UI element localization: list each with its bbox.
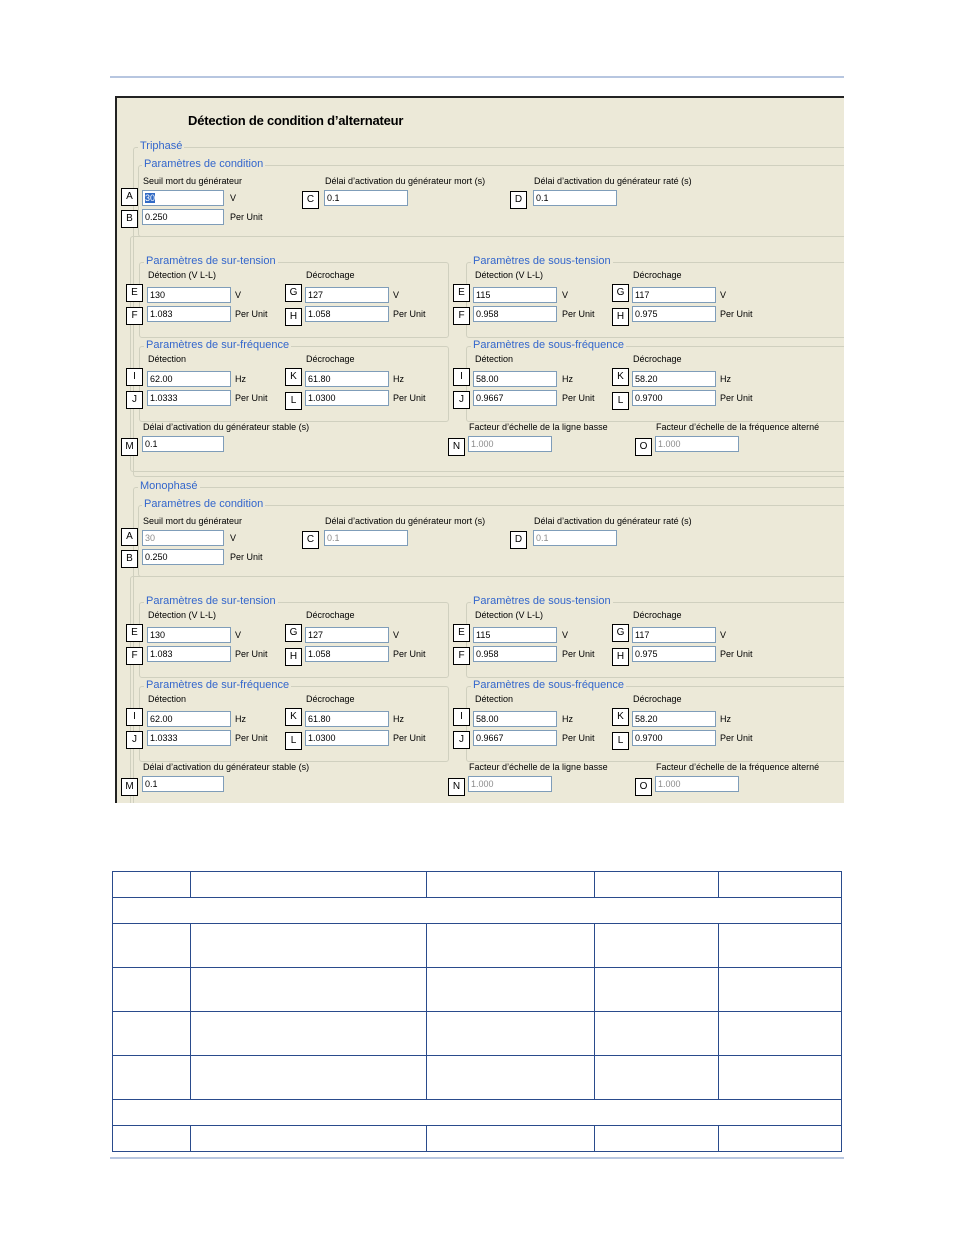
callout-h: H bbox=[285, 648, 302, 666]
ov-pickup-v-input[interactable]: 130 bbox=[147, 627, 231, 643]
uf-pickup-pu-unit: Per Unit bbox=[562, 393, 595, 403]
of-pickup-hz-input[interactable]: 62.00 bbox=[147, 371, 231, 387]
table-cell bbox=[719, 872, 842, 898]
dead-pu-unit: Per Unit bbox=[230, 552, 263, 562]
uv-dropout-v-input[interactable]: 117 bbox=[632, 627, 716, 643]
dead-v-input[interactable]: 30 bbox=[142, 530, 224, 546]
stable-delay-label: Délai d’activation du générateur stable (s) bbox=[143, 762, 310, 772]
callout-e: E bbox=[453, 624, 470, 642]
uf-dropout-pu-unit: Per Unit bbox=[720, 393, 753, 403]
dead-delay-label: Délai d’activation du générateur mort (s) bbox=[325, 176, 486, 186]
underfrequency-pickup-label: Détection bbox=[475, 354, 514, 364]
callout-g: G bbox=[612, 624, 629, 642]
uf-pickup-hz-unit: Hz bbox=[562, 714, 573, 724]
condition-title: Paramètres de condition bbox=[144, 158, 264, 170]
uv-pickup-v-input[interactable]: 115 bbox=[473, 287, 557, 303]
table-section-row bbox=[113, 1100, 842, 1126]
overfrequency-title: Paramètres de sur-fréquence bbox=[146, 339, 290, 351]
ov-pickup-pu-unit: Per Unit bbox=[235, 309, 268, 319]
uv-pickup-pu-unit: Per Unit bbox=[562, 649, 595, 659]
ov-dropout-pu-unit: Per Unit bbox=[393, 649, 426, 659]
undervoltage-dropout-label: Décrochage bbox=[633, 610, 682, 620]
of-pickup-pu-unit: Per Unit bbox=[235, 733, 268, 743]
callout-i: I bbox=[126, 708, 143, 726]
callout-c: C bbox=[302, 531, 319, 549]
table-cell bbox=[427, 1012, 595, 1056]
uv-pickup-v-unit: V bbox=[562, 290, 569, 300]
table-cell bbox=[191, 872, 427, 898]
callout-i: I bbox=[126, 368, 143, 386]
ov-pickup-pu-unit: Per Unit bbox=[235, 649, 268, 659]
callout-i: I bbox=[453, 708, 470, 726]
of-dropout-hz-input[interactable]: 61.80 bbox=[305, 711, 389, 727]
callout-f: F bbox=[453, 647, 470, 665]
underfrequency-title: Paramètres de sous-fréquence bbox=[473, 339, 625, 351]
dead-delay-label: Délai d’activation du générateur mort (s) bbox=[325, 516, 486, 526]
uv-dropout-v-unit: V bbox=[720, 630, 727, 640]
low-line-input[interactable]: 1.000 bbox=[468, 436, 552, 452]
overfrequency-dropout-label: Décrochage bbox=[306, 694, 355, 704]
overvoltage-pickup-label: Détection (V L-L) bbox=[148, 610, 217, 620]
table-cell bbox=[427, 872, 595, 898]
undervoltage-dropout-label: Décrochage bbox=[633, 270, 682, 280]
uv-dropout-pu-unit: Per Unit bbox=[720, 649, 753, 659]
uf-dropout-hz-input[interactable]: 58.20 bbox=[632, 371, 716, 387]
ov-dropout-v-unit: V bbox=[393, 290, 400, 300]
ov-dropout-pu-input[interactable]: 1.058 bbox=[305, 306, 389, 322]
table-cell bbox=[427, 1056, 595, 1100]
of-pickup-pu-unit: Per Unit bbox=[235, 393, 268, 403]
table-cell bbox=[191, 924, 427, 968]
callout-i: I bbox=[453, 368, 470, 386]
overvoltage-pickup-label: Détection (V L-L) bbox=[148, 270, 217, 280]
uv-dropout-pu-input[interactable]: 0.975 bbox=[632, 646, 716, 662]
uf-dropout-pu-input[interactable]: 0.9700 bbox=[632, 730, 716, 746]
overvoltage-title: Paramètres de sur-tension bbox=[146, 255, 276, 267]
callout-f: F bbox=[126, 307, 143, 325]
overvoltage-dropout-label: Décrochage bbox=[306, 270, 355, 280]
callout-h: H bbox=[285, 308, 302, 326]
ov-pickup-v-unit: V bbox=[235, 630, 242, 640]
of-dropout-pu-unit: Per Unit bbox=[393, 393, 426, 403]
condition-frame bbox=[138, 165, 844, 237]
callout-h: H bbox=[612, 648, 629, 666]
uv-pickup-v-unit: V bbox=[562, 630, 569, 640]
uv-pickup-pu-unit: Per Unit bbox=[562, 309, 595, 319]
of-pickup-hz-input[interactable]: 62.00 bbox=[147, 711, 231, 727]
uf-pickup-hz-input[interactable]: 58.00 bbox=[473, 711, 557, 727]
callout-n: N bbox=[448, 438, 465, 456]
table-cell bbox=[113, 924, 191, 968]
table-cell bbox=[719, 1126, 842, 1152]
undervoltage-title: Paramètres de sous-tension bbox=[473, 255, 611, 267]
table-cell bbox=[595, 924, 719, 968]
underfrequency-title: Paramètres de sous-fréquence bbox=[473, 679, 625, 691]
uf-dropout-pu-unit: Per Unit bbox=[720, 733, 753, 743]
of-dropout-hz-input[interactable]: 61.80 bbox=[305, 371, 389, 387]
table-cell bbox=[427, 968, 595, 1012]
ov-pickup-pu-input[interactable]: 1.083 bbox=[147, 646, 231, 662]
callout-l: L bbox=[285, 392, 302, 410]
alt-freq-input[interactable]: 1.000 bbox=[655, 436, 739, 452]
undervoltage-pickup-label: Détection (V L-L) bbox=[475, 610, 544, 620]
uv-dropout-pu-unit: Per Unit bbox=[720, 309, 753, 319]
callout-b: B bbox=[121, 210, 138, 228]
of-pickup-hz-unit: Hz bbox=[235, 374, 246, 384]
table-cell bbox=[595, 1126, 719, 1152]
ov-pickup-pu-input[interactable]: 1.083 bbox=[147, 306, 231, 322]
alt-freq-input[interactable]: 1.000 bbox=[655, 776, 739, 792]
alt-freq-label: Facteur d’échelle de la fréquence alterné bbox=[656, 422, 820, 432]
uf-dropout-pu-input[interactable]: 0.9700 bbox=[632, 390, 716, 406]
generator-condition-panel bbox=[115, 96, 844, 803]
uv-dropout-pu-input[interactable]: 0.975 bbox=[632, 306, 716, 322]
stable-delay-label: Délai d’activation du générateur stable (s) bbox=[143, 422, 310, 432]
callout-k: K bbox=[612, 368, 629, 386]
failed-delay-input[interactable]: 0.1 bbox=[533, 190, 617, 206]
underfrequency-dropout-label: Décrochage bbox=[633, 354, 682, 364]
table-cell bbox=[113, 1012, 191, 1056]
of-dropout-hz-unit: Hz bbox=[393, 374, 404, 384]
ov-dropout-v-unit: V bbox=[393, 630, 400, 640]
ov-dropout-v-input[interactable]: 127 bbox=[305, 627, 389, 643]
section-title: Monophasé bbox=[140, 480, 198, 492]
ov-dropout-pu-input[interactable]: 1.058 bbox=[305, 646, 389, 662]
table-cell bbox=[595, 1056, 719, 1100]
table-cell bbox=[719, 968, 842, 1012]
overfrequency-pickup-label: Détection bbox=[148, 354, 187, 364]
ov-pickup-v-input[interactable]: 130 bbox=[147, 287, 231, 303]
failed-delay-label: Délai d’activation du générateur raté (s) bbox=[534, 516, 692, 526]
ov-dropout-pu-unit: Per Unit bbox=[393, 309, 426, 319]
table-cell bbox=[113, 1056, 191, 1100]
header-rule bbox=[110, 76, 844, 78]
overvoltage-dropout-label: Décrochage bbox=[306, 610, 355, 620]
of-dropout-hz-unit: Hz bbox=[393, 714, 404, 724]
low-line-label: Facteur d’échelle de la ligne basse bbox=[469, 762, 608, 772]
callout-a: A bbox=[121, 188, 138, 206]
callout-j: J bbox=[126, 731, 143, 749]
underfrequency-dropout-label: Décrochage bbox=[633, 694, 682, 704]
uv-dropout-v-input[interactable]: 117 bbox=[632, 287, 716, 303]
table-section-row bbox=[113, 898, 842, 924]
callout-l: L bbox=[612, 392, 629, 410]
uv-pickup-v-input[interactable]: 115 bbox=[473, 627, 557, 643]
callout-m: M bbox=[121, 438, 138, 456]
dead-pu-input[interactable]: 0.250 bbox=[142, 209, 224, 225]
callout-l: L bbox=[285, 732, 302, 750]
overfrequency-title: Paramètres de sur-fréquence bbox=[146, 679, 290, 691]
reference-table bbox=[112, 871, 842, 1152]
callout-g: G bbox=[285, 624, 302, 642]
of-dropout-pu-input[interactable]: 1.0300 bbox=[305, 390, 389, 406]
of-pickup-pu-input[interactable]: 1.0333 bbox=[147, 730, 231, 746]
callout-b: B bbox=[121, 550, 138, 568]
uf-pickup-pu-input[interactable]: 0.9667 bbox=[473, 390, 557, 406]
callout-o: O bbox=[635, 438, 652, 456]
table-cell bbox=[191, 1126, 427, 1152]
low-line-label: Facteur d’échelle de la ligne basse bbox=[469, 422, 608, 432]
table-cell bbox=[595, 968, 719, 1012]
table-cell bbox=[113, 1126, 191, 1152]
dead-delay-input[interactable]: 0.1 bbox=[324, 530, 408, 546]
table-cell bbox=[113, 968, 191, 1012]
panel-title: Détection de condition d’alternateur bbox=[188, 113, 404, 128]
uf-pickup-hz-unit: Hz bbox=[562, 374, 573, 384]
table-cell bbox=[595, 872, 719, 898]
dead-v-unit: V bbox=[230, 193, 237, 203]
callout-g: G bbox=[612, 284, 629, 302]
table-cell bbox=[113, 872, 191, 898]
callout-l: L bbox=[612, 732, 629, 750]
callout-h: H bbox=[612, 308, 629, 326]
callout-f: F bbox=[453, 307, 470, 325]
callout-d: D bbox=[510, 531, 527, 549]
callout-f: F bbox=[126, 647, 143, 665]
table-cell bbox=[191, 1056, 427, 1100]
table-cell bbox=[719, 1056, 842, 1100]
table-cell bbox=[427, 924, 595, 968]
table-cell bbox=[595, 1012, 719, 1056]
dead-delay-input[interactable]: 0.1 bbox=[324, 190, 408, 206]
low-line-input[interactable]: 1.000 bbox=[468, 776, 552, 792]
dead-label: Seuil mort du générateur bbox=[143, 176, 243, 186]
callout-a: A bbox=[121, 528, 138, 546]
selected-text: 30 bbox=[145, 193, 156, 203]
callout-o: O bbox=[635, 778, 652, 796]
callout-e: E bbox=[126, 284, 143, 302]
dead-label: Seuil mort du générateur bbox=[143, 516, 243, 526]
of-dropout-pu-input[interactable]: 1.0300 bbox=[305, 730, 389, 746]
condition-title: Paramètres de condition bbox=[144, 498, 264, 510]
table-cell bbox=[191, 968, 427, 1012]
callout-n: N bbox=[448, 778, 465, 796]
stable-delay-input[interactable]: 0.1 bbox=[142, 776, 224, 792]
callout-m: M bbox=[121, 778, 138, 796]
callout-k: K bbox=[285, 368, 302, 386]
of-pickup-pu-input[interactable]: 1.0333 bbox=[147, 390, 231, 406]
dead-pu-input[interactable]: 0.250 bbox=[142, 549, 224, 565]
uf-pickup-hz-input[interactable]: 58.00 bbox=[473, 371, 557, 387]
dead-pu-unit: Per Unit bbox=[230, 212, 263, 222]
undervoltage-title: Paramètres de sous-tension bbox=[473, 595, 611, 607]
overvoltage-title: Paramètres de sur-tension bbox=[146, 595, 276, 607]
alt-freq-label: Facteur d’échelle de la fréquence alterné bbox=[656, 762, 820, 772]
failed-delay-input[interactable]: 0.1 bbox=[533, 530, 617, 546]
table-cell bbox=[719, 1012, 842, 1056]
uf-dropout-hz-unit: Hz bbox=[720, 714, 731, 724]
table-cell bbox=[191, 1012, 427, 1056]
uf-dropout-hz-unit: Hz bbox=[720, 374, 731, 384]
uv-pickup-pu-input[interactable]: 0.958 bbox=[473, 306, 557, 322]
uv-dropout-v-unit: V bbox=[720, 290, 727, 300]
section-title: Triphasé bbox=[140, 140, 183, 152]
callout-e: E bbox=[126, 624, 143, 642]
ov-dropout-v-input[interactable]: 127 bbox=[305, 287, 389, 303]
uv-pickup-pu-input[interactable]: 0.958 bbox=[473, 646, 557, 662]
uf-pickup-pu-unit: Per Unit bbox=[562, 733, 595, 743]
uf-dropout-hz-input[interactable]: 58.20 bbox=[632, 711, 716, 727]
callout-j: J bbox=[126, 391, 143, 409]
stable-delay-input[interactable]: 0.1 bbox=[142, 436, 224, 452]
overfrequency-dropout-label: Décrochage bbox=[306, 354, 355, 364]
footer-rule bbox=[110, 1157, 844, 1159]
uf-pickup-pu-input[interactable]: 0.9667 bbox=[473, 730, 557, 746]
of-pickup-hz-unit: Hz bbox=[235, 714, 246, 724]
table-cell bbox=[719, 924, 842, 968]
underfrequency-pickup-label: Détection bbox=[475, 694, 514, 704]
of-dropout-pu-unit: Per Unit bbox=[393, 733, 426, 743]
ov-pickup-v-unit: V bbox=[235, 290, 242, 300]
callout-g: G bbox=[285, 284, 302, 302]
callout-j: J bbox=[453, 731, 470, 749]
table-cell bbox=[427, 1126, 595, 1152]
overfrequency-pickup-label: Détection bbox=[148, 694, 187, 704]
callout-d: D bbox=[510, 191, 527, 209]
undervoltage-pickup-label: Détection (V L-L) bbox=[475, 270, 544, 280]
callout-c: C bbox=[302, 191, 319, 209]
failed-delay-label: Délai d’activation du générateur raté (s) bbox=[534, 176, 692, 186]
callout-e: E bbox=[453, 284, 470, 302]
dead-v-unit: V bbox=[230, 533, 237, 543]
dead-v-input[interactable] bbox=[142, 190, 224, 206]
callout-k: K bbox=[285, 708, 302, 726]
callout-j: J bbox=[453, 391, 470, 409]
condition-frame bbox=[138, 505, 844, 577]
callout-k: K bbox=[612, 708, 629, 726]
